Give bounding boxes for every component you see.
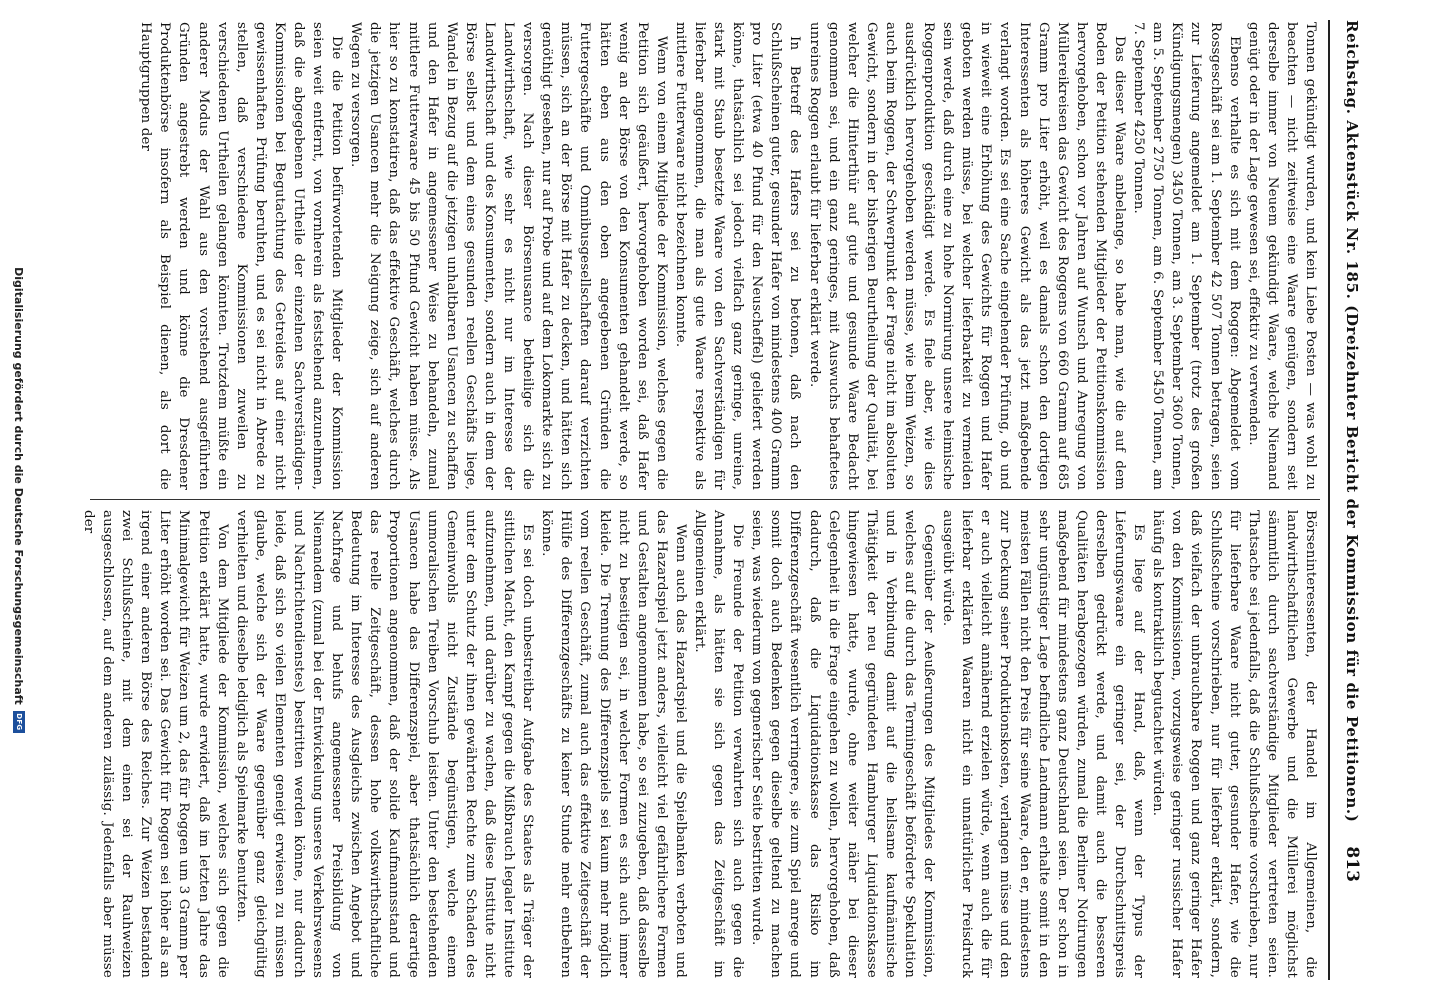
paragraph: Wenn auch das Hazardspiel und die Spielbanken verboten und das Hazardspiel jetzt anders, vielleicht viel gefährlichere Formen und Gestalten angenommen habe, so sei zuzugeben, daß dasselbe nicht zu beseitigen sei, in welcher Formen es sich auch immer kleide. Die Trennung des Differenzspiels sei kaum mehr möglich vom reellen Geschäft, zumal auch das effektive Zeitgeschäft der Hülfe des Differenzgeschäfts zu keiner Stunde mehr entbehren könne. bbox=[539, 510, 688, 978]
credit-text: Digitalisierung gefördert durch die Deutsche Forschungsgemeinschaft bbox=[12, 267, 26, 705]
paragraph: Tonnen gekündigt wurden, und kein Liebe Posten — was wohl zu beachten — nicht zeitweise eine Waare genügen, sondern seit derselbe immer von Neuem gekündigt Waare, welche Niemand genügt oder in der Lage gewesen sei, effektiv zu verwenden. bbox=[1245, 22, 1318, 490]
paragraph: Ebenso verhalte es sich mit dem Roggen: Abgemeldet vom Rossgeschäft sei am 1. September 42 507 Tonnen betragen, seien zur Lieferung angemeldet am 1. September (trotz des großen Kündigungsmengen) 3450 Tonnen, am 3. September 3600 Tonnen, am 5. September 2750 Tonnen, am 6. September 5450 Tonnen, am 7. September 4250 Tonnen. bbox=[1131, 22, 1242, 490]
text-column-left bbox=[90, 22, 1320, 490]
paragraph: Es liege auf der Hand, daß, wenn der Typus der Lieferungswaare ein geringer sei, der Durchschnittspreis derselben gedrückt werde, und damit auch die besseren Qualitäten herabgezogen würden, zumal die Berliner Notirungen maßgebend für mindestens ganz Deutschland seien. Der schon in sehr ungünstiger Lage befindliche Landmann erhalte somit in den meisten Fällen nicht den Preis für seine Waare, den er, mindestens zur Deckung seiner Produktionskosten, verlangen müsse und den er auch vielleicht annähernd erzielen würde, wenn auch die für lieferbar erklärten Waaren nicht ein unnatürlicher Preisdruck ausgeübt würde. bbox=[940, 510, 1147, 978]
paragraph: Die die Petition befürwortenden Mitglieder der Kommission seien weit entfernt, von vornherein als feststehend anzunehmen, daß die abgegebenen Urtheile der einzelnen Sachverständigen-Kommissionen bei Begutachtung des Getreides auf einer nicht gewissenhaften Prüfung beruhten, und es sei nicht in Abrede zu stellen, daß verschiedene Kommissionen zuweilen zu verschiedenen Urtheilen gelangen könnten. Trotzdem müßte ein anderer Modus der Wahl aus den vorstehend ausgeführten Gründen angestrebt werden und könne die Dresdener Produktenbörse insofern als Beispiel dienen, als dort die Hauptgruppen der bbox=[138, 22, 345, 490]
paragraph: Das dieser Waare anbelange, so habe man, wie die auf dem Boden der Petition stehenden Mitglieder der Petitionskommission hervorgehoben, schon vor Jahren auf Wunsch und Anregung von Müllereikreisen das Gewicht des Roggens von 660 Gramm auf 685 Gramm pro Liter erhöht, weil es damals schon den dortigen Interessenten als höheres Gewicht als das jetzt maßgebende verlangt worden. Es sei eine Sache eingehender Prüfung, ob und in wieweit eine Erhöhung des Gewichts für Roggen und Hafer geboten werden müsse, bei welcher lieferbarkeit zu vermeiden sein werde, daß durch eine zu hohe Normirung unsere heimische Roggenproduktion geschädigt werde. Es fiele aber, wie dies ausdrücklich hervorgehoben werden müsse, wie beim Weizen, so auch beim Roggen, der Schwerpunkt der Frage nicht im absoluten Gewicht, sondern in der bisherigen Beurtheilung der Qualität, bei welcher die Hinterthür auf gute und gesunde Waare Bedacht genommen sei, und ein ganz geringes, mit Auswuchs behaftetes unreines Roggen erlaubt für lieferbar erklärt werde. bbox=[806, 22, 1128, 490]
paragraph: Börseninteressenten, der Handel im Allgemeinen, die landwirthschaftlichen Gewerbe und die Müllerei möglichst sämmtlich durch sachverständige Mitglieder vertreten seien. Thatsache sei jedenfalls, daß die Schlußscheine vorschrieben, nur für lieferbare Waare nicht guter, gesunder Hafer, wie die Schlußscheine vorschrieben, nur für lieferbar erklärt, sondern, daß vielfach der unbrauchbare Roggen und ganz geringer Hafer von den Kommissionen, vorzugsweise geringer russischer Hafer häufig als kontraktlich begutachtet würden. bbox=[1150, 510, 1318, 978]
paragraph: In Betreff des Hafers sei zu betonen, daß nach den Schlußscheinen guter, gesunder Hafer von mindestens 400 Gramm pro Liter (etwa 40 Pfund für den Neuscheffel) geliefert werden könne, thatsächlich sei jedoch vielfach ganz geringe, unreine, stark mit Staub besetzte Waare von den Sachverständigen für lieferbar angenommen, die man als gute Waare respektive als mittlere Futterwaare nicht bezeichnen konnte. bbox=[672, 22, 803, 490]
page-header bbox=[1332, 20, 1372, 980]
paragraph: Von dem Mitgliede der Kommission, welches sich gegen die Petition erklärt hatte, wurde erwidert, daß im letzten Jahre das Minimalgewicht für Weizen um 2, das für Roggen um 3 Gramm per Liter erhöht worden sei. Das Gewicht für Roggen sei höher als an irgend einer anderen Börse des Reiches. Zur Weizen bestanden zwei Schlußscheine, mit dem einen sei der Rauhweizen ausgeschlossen, auf dem anderen zulässig. Jedenfalls aber müsse der bbox=[81, 510, 230, 978]
header-rule bbox=[1328, 20, 1330, 980]
column-divider bbox=[90, 499, 1320, 500]
dfg-logo: DFG bbox=[13, 711, 25, 733]
paragraph: Es sei doch unbestreitbar Aufgabe des Staates als Träger der sittlichen Macht, den Kampf gegen die Mißbrauch legaler Institute aufzunehmen, und darüber zu wachen, daß diese Institute nicht unter dem Schutz der ihnen gewährten Rechte zum Schaden des Gemeinwohls nicht Zustände begünstigen, welche einem unmoralischen Treiben Vorschub leisten. Unter den bestehenden Usancen habe das Differenzspiel, aber thatsächlich derartige Proportionen angenommen, daß der solide Kaufmannsstand und das reelle Zeitgeschäft, dessen hohe volkswirthschaftliche Bedeutung im Interesse des Ausgleichs zwischen Angebot und Nachfrage und behufs angemessener Preisbildung von Niemandem (zumal bei der Entwickelung unseres Verkehrswesens und Nachrichtendienstes) bestritten werden könne, nur dadurch leide, daß sich so vielen Elementen geneigt erwiesen zu müssen glaube, welche sich der Waare gegenüber ganz gleichgültig verhielten und dieselbe lediglich als Spielmarke benutzten. bbox=[233, 510, 536, 978]
page-number: 813 bbox=[1342, 846, 1362, 882]
digitization-credit bbox=[8, 0, 30, 1000]
running-head: Reichstag. Aktenstück Nr. 185. (Dreizehnter Bericht der Kommission für die Petitionen.) bbox=[1343, 20, 1361, 823]
paragraph: Die Freunde der Petition verwahrten sich auch gegen die Annahme, als hätten sie sich gegen das Zeitgeschäft im Allgemeinen erklärt. bbox=[692, 510, 746, 978]
text-column-right bbox=[81, 510, 1320, 978]
paragraph: Wenn von einem Mitgliede der Kommission, welches gegen die Petition sich geäußert, hervorgehoben worden sei, daß Hafer wenig an der Börse von den Konsumenten gehandelt werde, so hätten eben aus den oben angegebenen Gründen die Futtergeschäfte und Omnibusgesellschaften darauf verzichten müssen, sich an der Börse mit Hafer zu decken, und hätten sich genöthigt gesehen, nur auf Probe und auf dem Lokomarkte sich zu versorgen. Nach dieser Börsenusance betheilige sich die Landwirthschaft, wie sehr es nicht nur im Interesse der Landwirthschaft und des Konsumenten, sondern auch in dem der Börse selbst und dem eines gesunden reellen Geschäfts liege, Wandel in Bezug auf die jetzigen unhaltbaren Usancen zu schaffen und den Hafer in angemessener Weise zu behandeln, zumal mittlere Futterwaare 45 bis 50 Pfund Gewicht haben müsse. Als hier so zu konstatiren, daß das effektive Geschäft, welches durch die jetzigen Usancen mehr die Neigung zeige, sich auf anderen Wegen zu versorgen. bbox=[348, 22, 669, 490]
paragraph: Gegenüber der Aeußerungen des Mitgliedes der Kommission, welches auf die durch das Termingeschäft beförderte Spekulation und in Verbindung damit auf die heilsame kaufmännische Thätigkeit der neu gegründeten Hamburger Liquidationskasse hingewiesen hatte, wurde, ohne weiter näher bei dieser Gelegenheit in die Frage eingehen zu wollen, hervorgehoben, daß dadurch, daß die Liquidationskasse das Risiko im Differenzgeschäft wesentlich verringere, sie zum Spiel anrege und somit doch auch Bedenken gegen dieselbe geltend zu machen seien, was wiederum von gegnerischer Seite bestritten wurde. bbox=[749, 510, 937, 978]
